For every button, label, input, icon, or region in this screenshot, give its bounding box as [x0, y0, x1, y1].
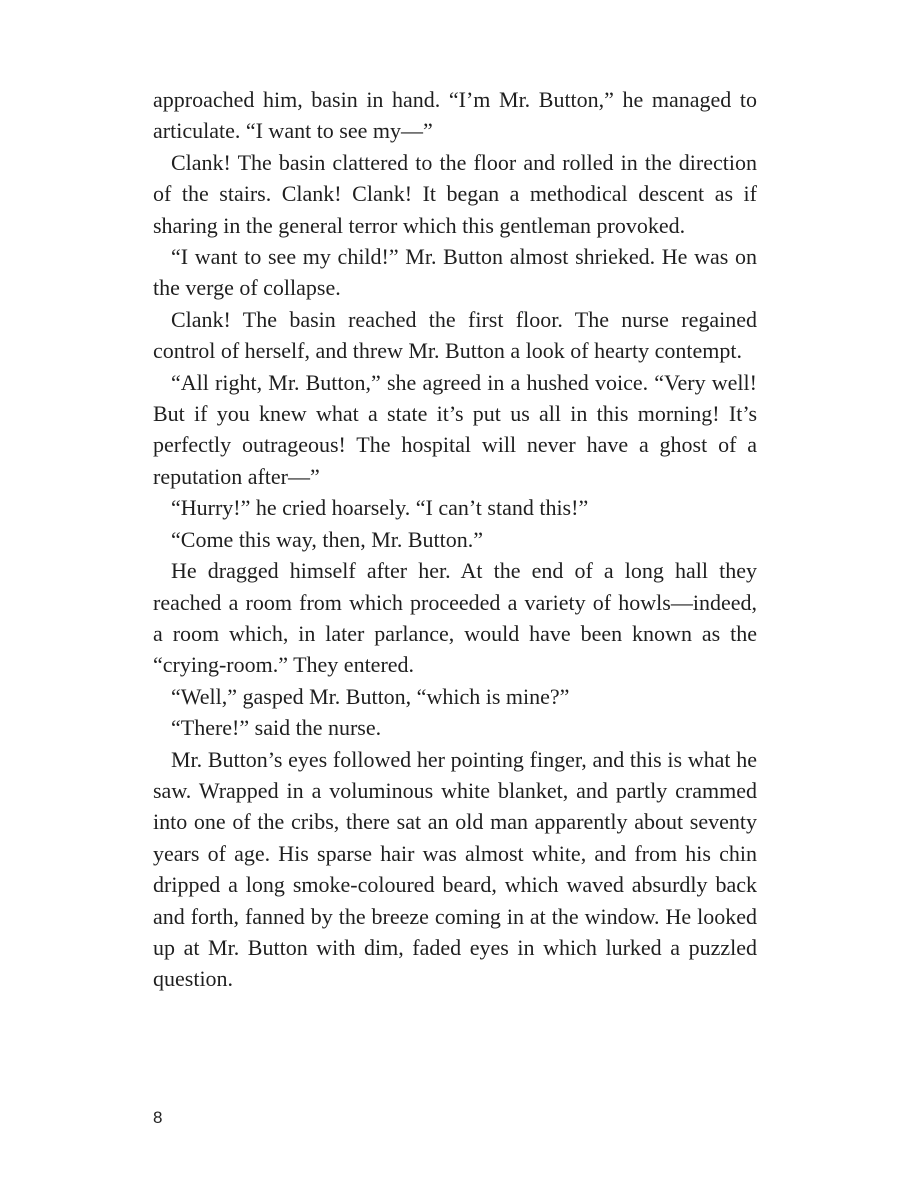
- paragraph: He dragged himself after her. At the end of a long hall they reached a room from which proceeded a variety of howls—indeed, a room which, in later parlance, would have been known as the “crying-room.” They entered.: [153, 558, 757, 678]
- page-number: 8: [153, 1108, 163, 1127]
- paragraph: “There!” said the nurse.: [171, 715, 382, 741]
- body-text: [153, 84, 757, 995]
- paragraph: “Hurry!” he cried hoarsely. “I can’t stand this!”: [171, 495, 589, 521]
- paragraph: “All right, Mr. Button,” she agreed in a hushed voice. “Very well! But if you knew what a state it’s put us all in this morning! It’s perfectly outrageous! The hospital will never have a ghost of a reputation after—”: [153, 369, 757, 489]
- paragraph: Mr. Button’s eyes followed her pointing finger, and this is what he saw. Wrapped in a voluminous white blanket, and partly crammed into one of the cribs, there sat an old man apparently about seventy years of age. His sparse hair was almost white, and from his chin dripped a long smoke-coloured beard, which waved absurdly back and forth, fanned by the breeze coming in at the window. He looked up at Mr. Button with dim, faded eyes in which lurked a puzzled question.: [153, 746, 757, 992]
- paragraph: Clank! The basin reached the first floor. The nurse regained control of herself, and threw Mr. Button a look of hearty contempt.: [153, 306, 757, 364]
- paragraph: “I want to see my child!” Mr. Button almost shrieked. He was on the verge of collapse.: [153, 244, 757, 301]
- paragraph: Clank! The basin clattered to the floor and rolled in the direction of the stairs. Clank! Clank! It began a methodical descent as if sharing in the general terror which this gentleman provoked.: [153, 149, 757, 238]
- paragraph: “Come this way, then, Mr. Button.”: [171, 526, 484, 552]
- paragraph: “Well,” gasped Mr. Button, “which is mine?”: [171, 683, 570, 709]
- paragraph-continued: approached him, basin in hand. “I’m Mr. Button,” he managed to articulate. “I want to see my—”: [153, 87, 757, 144]
